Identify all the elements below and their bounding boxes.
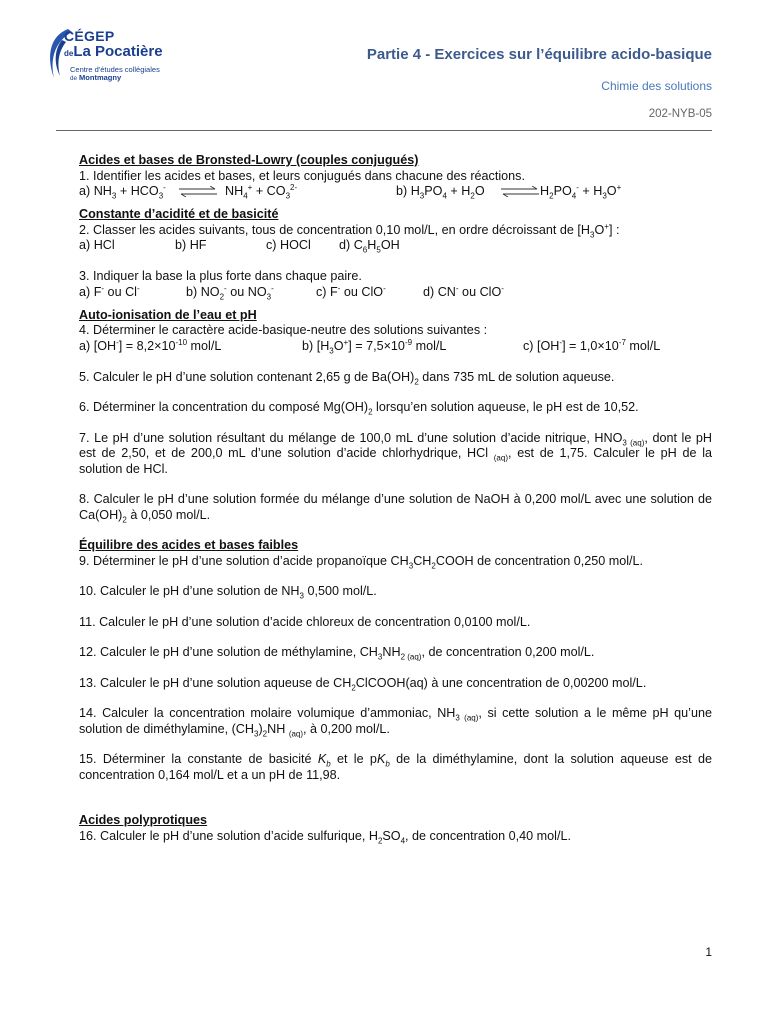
question-13: 13. Calculer le pH d’une solution aqueuse de $CH_2ClCOOH(aq)$ à une concentration de 0,00200 mol/L. xyxy=(79,675,647,693)
option-c: c) HOCl xyxy=(266,238,311,252)
option-d: d) CN- ou ClO- xyxy=(423,283,504,299)
question-15: 15. Déterminer la constante de basicité $K_b$ et le $pK_b$ de la diméthylamine, dont la solution aqueuse est de concentration 0,164 mol/L et a un pH de 11,98. xyxy=(79,752,712,782)
course-code: 202-NYB-05 xyxy=(648,108,712,120)
question-1: 1. Identifier les acides et bases, et leurs conjugués dans chacune des réactions. xyxy=(79,168,525,183)
reaction-a-products: $NH_4^+ + CO_3^{2-}$ xyxy=(225,182,298,201)
option-c: c) $[OH^-] = 1,0\times 10^{-7}$ mol/L xyxy=(523,337,661,353)
page-title: Partie 4 - Exercices sur l’équilibre acido-basique xyxy=(366,46,712,63)
option-b: b) $[H_3O^+] = 7,5\times 10^{-9}$ mol/L xyxy=(302,337,447,356)
question-1-reactions xyxy=(79,184,712,200)
question-4-options xyxy=(79,339,712,355)
option-b: b) $NO_2^-$ ou $NO_3^-$ xyxy=(186,283,274,302)
logo-center: Centre d'études collégiales de Montmagny xyxy=(70,65,160,82)
question-16: 16. Calculer le pH d’une solution d’acide sulfurique, $H_2SO_4$, de concentration 0,40 mol/L. xyxy=(79,828,571,846)
question-3: 3. Indiquer la base la plus forte dans chaque paire. xyxy=(79,269,362,283)
question-7: 7. Le pH d’une solution résultant du mélange de 100,0 mL d’une solution d’acide nitrique, $HNO_{3 (aq)}$, dont le pH est de 2,50, et de 200,0 mL d’une solution d’acide chlorhydrique, HCl $_{(aq)}$, est de 1,75. Calculer le pH de la solution de HCl. xyxy=(79,430,712,476)
section-heading-autoionization: Auto-ionisation de l’eau et pH xyxy=(79,307,257,322)
equilibrium-arrows-icon xyxy=(179,184,217,200)
exercise-list xyxy=(79,153,712,844)
option-d: d) $C_6H_5OH$ xyxy=(339,238,400,255)
logo-cegep: CÉGEP xyxy=(64,28,115,44)
question-3-options xyxy=(79,285,712,301)
question-10: 10. Calculer le pH d’une solution de $NH_3$ 0,500 mol/L. xyxy=(79,584,377,601)
question-2-options xyxy=(79,238,712,254)
section-heading-polyprotic: Acides polyprotiques xyxy=(79,813,208,827)
reaction-b-reactants: b) $H_3PO_4 + H_2O$ xyxy=(396,184,485,201)
question-6: 6. Déterminer la concentration du composé $Mg(OH)_2$ lorsqu’en solution aqueuse, le pH est de 10,52. xyxy=(79,400,639,417)
question-8: 8. Calculer le pH d’une solution formée du mélange d’une solution de NaOH à 0,200 mol/L avec une solution de $Ca(OH)_2$ à 0,050 mol/L. xyxy=(79,492,712,525)
section-heading-bronsted: Acides et bases de Bronsted-Lowry (couples conjugués) xyxy=(79,153,419,167)
header-divider xyxy=(56,130,712,131)
section-heading-weak-acids: Équilibre des acides et bases faibles xyxy=(79,538,299,552)
reaction-b-products: $H_2PO_4^- + H_3O^+$ xyxy=(540,182,622,201)
option-b: b) HF xyxy=(175,238,207,252)
option-a: a) F- ou Cl- xyxy=(79,283,140,299)
question-9: 9. Déterminer le pH d’une solution d’acide propanoïque $CH_3CH_2COOH$ de concentration 0,250 mol/L. xyxy=(79,553,644,571)
question-12: 12. Calculer le pH d’une solution de méthylamine, $CH_3NH_{2 (aq)}$, de concentration 0,200 mol/L. xyxy=(79,645,595,662)
question-2: 2. Classer les acides suivants, tous de concentration 0,10 mol/L, en ordre décroissant de $[H_3O^+]$ : xyxy=(79,221,620,240)
section-heading-constants: Constante d’acidité et de basicité xyxy=(79,207,279,221)
question-11: 11. Calculer le pH d’une solution d’acide chloreux de concentration 0,0100 mol/L. xyxy=(79,614,531,629)
reaction-a-reactants: a) $NH_3 + HCO_3^-$ xyxy=(79,182,166,201)
option-a: a) $[OH^-] = 8,2\times 10^{-10}$ mol/L xyxy=(79,337,222,353)
question-5: 5. Calculer le pH d’une solution contenant 2,65 g de $Ba(OH)_2$ dans 735 mL de solution aqueuse. xyxy=(79,369,615,387)
logo-college-name: deLa Pocatière xyxy=(64,43,163,60)
page-number: 1 xyxy=(705,945,712,959)
option-a: a) HCl xyxy=(79,238,115,252)
course-name: Chimie des solutions xyxy=(601,79,712,93)
question-4: 4. Déterminer le caractère acide-basique-neutre des solutions suivantes : xyxy=(79,323,488,337)
question-14: 14. Calculer la concentration molaire volumique d’ammoniac, $NH_{3 (aq)}$, si cette solution a le même pH qu’une solution de diméthylamine, $(CH_3)_2NH$ $_{(aq)}$, à 0,200 mol/L. xyxy=(79,706,712,739)
equilibrium-arrows-icon xyxy=(501,184,539,200)
logo xyxy=(44,26,184,86)
option-c: c) F- ou ClO- xyxy=(316,283,386,299)
